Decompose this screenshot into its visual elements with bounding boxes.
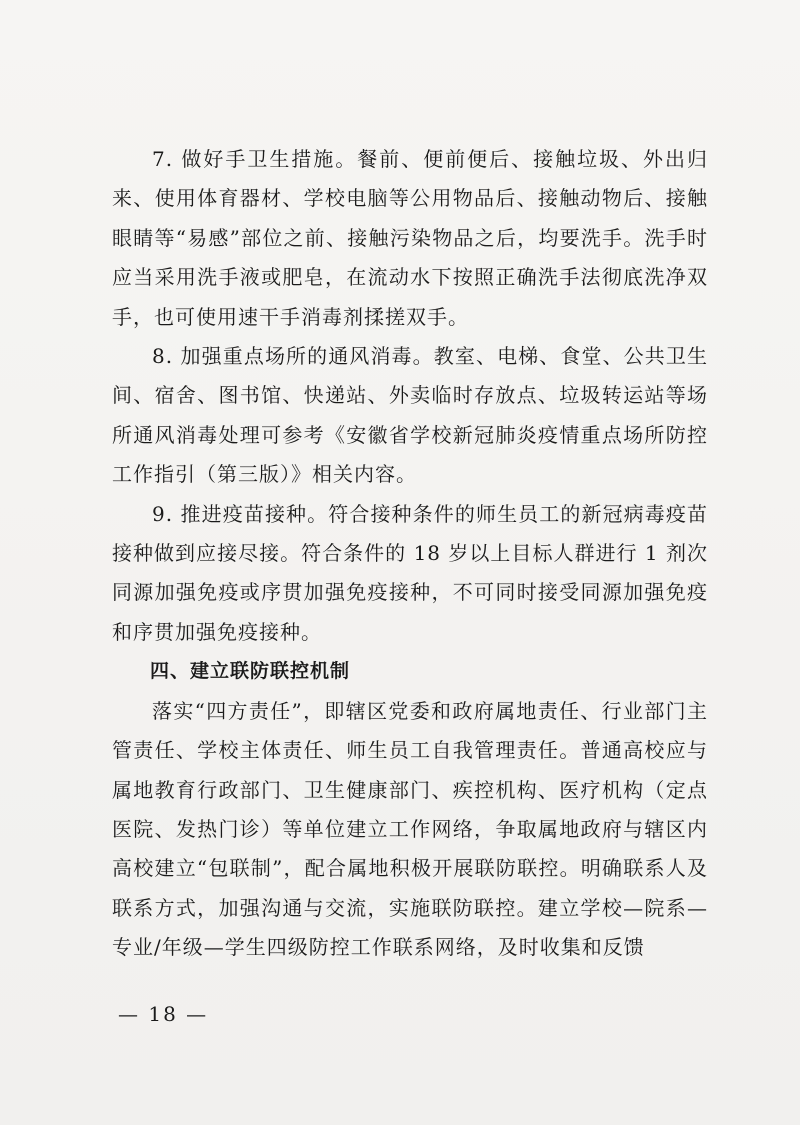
page-number: — 18 — <box>118 1002 209 1026</box>
paragraph-ventilation-disinfection: 8. 加强重点场所的通风消毒。教室、电梯、食堂、公共卫生间、宿舍、图书馆、快递站、外卖临时存放点、垃圾转运站等场所通风消毒处理可参考《安徽省学校新冠肺炎疫情重点场所防控工作指引（第三版）》相关内容。 <box>112 344 708 487</box>
paragraph-vaccination: 9. 推进疫苗接种。符合接种条件的师生员工的新冠病毒疫苗接种做到应接尽接。符合条件的 18 岁以上目标人群进行 1 剂次同源加强免疫或序贯加强免疫接种，不可同时接受同源加强免疫和序贯加强免疫接种。 <box>112 501 708 644</box>
paragraph-four-responsibilities: 落实“四方责任”，即辖区党委和政府属地责任、行业部门主管责任、学校主体责任、师生员工自我管理责任。普通高校应与属地教育行政部门、卫生健康部门、疾控机构、医疗机构（定点医院、发热门诊）等单位建立工作网络，争取属地政府与辖区内高校建立“包联制”，配合属地积极开展联防联控。明确联系人及联系方式，加强沟通与交流，实施联防联控。建立学校—院系—专业/年级—学生四级防控工作联系网络，及时收集和反馈 <box>112 698 708 960</box>
section-heading-joint-prevention: 四、建立联防联控机制 <box>150 660 351 683</box>
document-body <box>112 140 708 968</box>
paragraph-hand-hygiene: 7. 做好手卫生措施。餐前、便前便后、接触垃圾、外出归来、使用体育器材、学校电脑等公用物品后、接触动物后、接触眼睛等“易感”部位之前、接触污染物品之后，均要洗手。洗手时应当采用洗手液或肥皂，在流动水下按照正确洗手法彻底洗净双手，也可使用速干手消毒剂揉搓双手。 <box>112 147 708 329</box>
